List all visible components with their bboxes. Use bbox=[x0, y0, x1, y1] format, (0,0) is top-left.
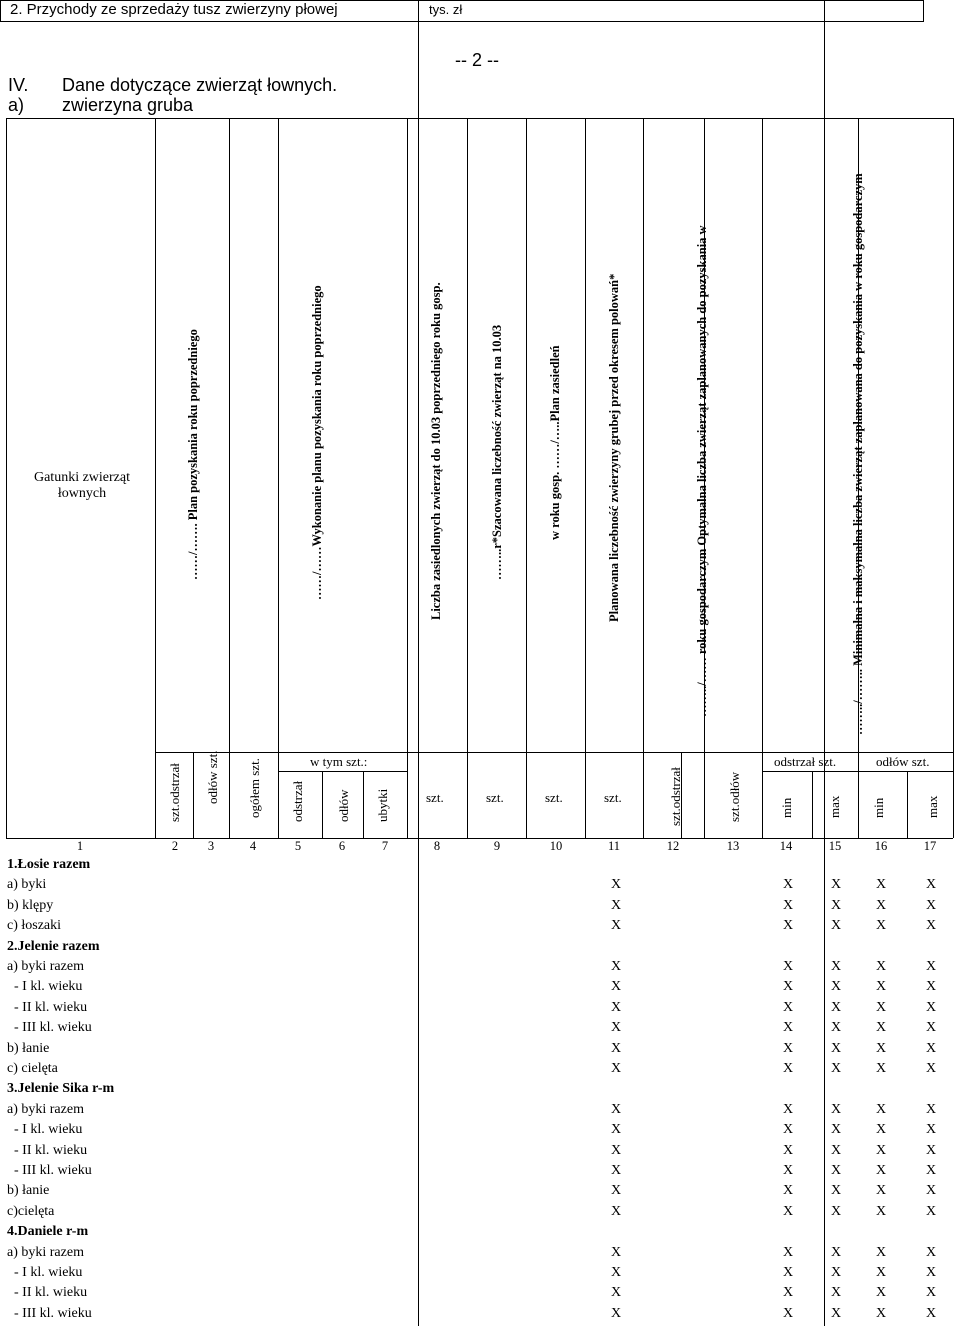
x-mark: X bbox=[830, 1020, 842, 1036]
x-mark: X bbox=[610, 1061, 622, 1076]
x-mark: X bbox=[875, 1285, 887, 1301]
x-mark: X bbox=[830, 877, 842, 893]
sub-szt-odstrzal: szt.odstrzał bbox=[167, 763, 182, 822]
optimal-header: ……../…… roku gospodarczym Optymalna liczba zwierząt zaplanowanych do pozyskania w bbox=[695, 225, 709, 717]
grid-line bbox=[6, 838, 953, 839]
sub-szt-9: szt. bbox=[486, 790, 504, 805]
x-mark: X bbox=[875, 918, 887, 934]
x-mark: X bbox=[925, 1285, 937, 1301]
row-label: c)cielęta bbox=[7, 1203, 55, 1219]
column-number: 10 bbox=[549, 839, 563, 853]
x-mark: X bbox=[782, 1142, 794, 1158]
row-label: c) łoszaki bbox=[7, 918, 62, 934]
row-label: - I kl. wieku bbox=[7, 1265, 83, 1280]
sub-szt-10: szt. bbox=[545, 790, 563, 805]
x-mark: X bbox=[610, 1285, 622, 1301]
page-marker: -- 2 -- bbox=[455, 50, 499, 70]
row-label: - III kl. wieku bbox=[7, 1305, 92, 1321]
x-mark: X bbox=[875, 1203, 887, 1219]
row-label: a) byki razem bbox=[7, 1101, 84, 1117]
sub-szt-11: szt. bbox=[604, 790, 622, 805]
column-number: 14 bbox=[779, 839, 793, 853]
x-mark: X bbox=[610, 979, 622, 995]
x-mark: X bbox=[830, 1305, 842, 1321]
x-mark: X bbox=[925, 1163, 937, 1178]
x-mark: X bbox=[782, 1061, 794, 1076]
x-mark: X bbox=[782, 979, 794, 995]
x-mark: X bbox=[782, 1020, 794, 1036]
grid-line bbox=[953, 118, 954, 838]
row-label: 2.Jelenie razem bbox=[7, 938, 100, 954]
sub-odlow-szt-2: odłów szt. bbox=[876, 754, 930, 769]
x-mark: X bbox=[875, 1163, 887, 1178]
grid-line bbox=[278, 771, 407, 772]
sub-min-16: min bbox=[871, 797, 886, 818]
column-number: 5 bbox=[294, 839, 302, 853]
x-mark: X bbox=[875, 1122, 887, 1138]
x-mark: X bbox=[782, 959, 794, 974]
column-number: 12 bbox=[666, 839, 680, 853]
x-mark: X bbox=[830, 959, 842, 974]
x-mark: X bbox=[925, 1305, 937, 1321]
x-mark: X bbox=[610, 1203, 622, 1219]
x-mark: X bbox=[830, 1265, 842, 1280]
x-mark: X bbox=[830, 897, 842, 913]
x-mark: X bbox=[610, 1244, 622, 1260]
x-mark: X bbox=[875, 877, 887, 893]
row-label: a) byki bbox=[7, 877, 47, 893]
x-mark: X bbox=[830, 1101, 842, 1117]
x-mark: X bbox=[925, 1183, 937, 1199]
x-mark: X bbox=[830, 1203, 842, 1219]
x-mark: X bbox=[875, 1040, 887, 1056]
row-label: b) łanie bbox=[7, 1040, 50, 1056]
grid-line bbox=[762, 771, 953, 772]
x-mark: X bbox=[782, 1183, 794, 1199]
estimated-header: ……..r*Szacowana liczebność zwierząt na 10.03 bbox=[490, 324, 504, 580]
x-mark: X bbox=[610, 897, 622, 913]
column-number: 8 bbox=[433, 839, 441, 853]
revenue-row bbox=[0, 0, 924, 22]
sub-min-14: min bbox=[779, 797, 794, 818]
row-label: - I kl. wieku bbox=[7, 1122, 83, 1138]
x-mark: X bbox=[875, 1305, 887, 1321]
x-mark: X bbox=[875, 999, 887, 1015]
row-label: - II kl. wieku bbox=[7, 1285, 88, 1301]
grid-line bbox=[6, 118, 7, 838]
x-mark: X bbox=[925, 999, 937, 1015]
grid-line bbox=[585, 118, 586, 838]
sub-szt-odstrzal-12: szt.odstrzał bbox=[668, 767, 683, 826]
x-mark: X bbox=[610, 1020, 622, 1036]
x-mark: X bbox=[830, 999, 842, 1015]
plan-settle-header: w roku gosp. ……/…..Plan zasiedleń bbox=[548, 345, 562, 540]
grid-line bbox=[155, 118, 156, 838]
x-mark: X bbox=[782, 897, 794, 913]
x-mark: X bbox=[610, 1305, 622, 1321]
x-mark: X bbox=[610, 1163, 622, 1178]
x-mark: X bbox=[925, 918, 937, 934]
x-mark: X bbox=[610, 959, 622, 974]
row-label: - II kl. wieku bbox=[7, 999, 88, 1015]
x-mark: X bbox=[925, 1061, 937, 1076]
row-label: 1.Łosie razem bbox=[7, 857, 91, 872]
x-mark: X bbox=[782, 999, 794, 1015]
x-mark: X bbox=[610, 877, 622, 893]
grid-line bbox=[643, 118, 644, 838]
x-mark: X bbox=[875, 1244, 887, 1260]
column-number: 11 bbox=[607, 839, 621, 853]
x-mark: X bbox=[875, 897, 887, 913]
x-mark: X bbox=[925, 1101, 937, 1117]
x-mark: X bbox=[925, 979, 937, 995]
x-mark: X bbox=[830, 918, 842, 934]
column-number: 1 bbox=[76, 839, 84, 853]
revenue-label: 2. Przychody ze sprzedaży tusz zwierzyny płowej bbox=[0, 0, 419, 1326]
x-mark: X bbox=[782, 1040, 794, 1056]
x-mark: X bbox=[875, 1142, 887, 1158]
section-number: IV. bbox=[8, 75, 29, 95]
grid-line bbox=[907, 771, 908, 838]
x-mark: X bbox=[610, 1040, 622, 1056]
x-mark: X bbox=[875, 1183, 887, 1199]
section-subtitle: zwierzyna gruba bbox=[62, 95, 194, 115]
x-mark: X bbox=[782, 1203, 794, 1219]
x-mark: X bbox=[875, 979, 887, 995]
row-label: 4.Daniele r-m bbox=[7, 1224, 89, 1240]
x-mark: X bbox=[925, 897, 937, 913]
revenue-unit: tys. zł bbox=[419, 0, 825, 1326]
x-mark: X bbox=[610, 918, 622, 934]
row-label: b) klępy bbox=[7, 897, 54, 913]
x-mark: X bbox=[925, 1203, 937, 1219]
sub-odstrzal-szt: odstrzał szt. bbox=[774, 754, 837, 769]
column-number: 2 bbox=[171, 839, 179, 853]
sub-szt-8: szt. bbox=[426, 790, 444, 805]
row-label: - I kl. wieku bbox=[7, 979, 83, 995]
exec-prev-header: ……/……Wykonanie planu pozyskania roku poprzedniego bbox=[310, 285, 324, 600]
x-mark: X bbox=[782, 918, 794, 934]
sub-ogolem: ogółem szt. bbox=[247, 758, 262, 818]
x-mark: X bbox=[610, 1265, 622, 1280]
x-mark: X bbox=[610, 1101, 622, 1117]
sub-odstrzal: odstrzał bbox=[290, 780, 305, 822]
x-mark: X bbox=[830, 1142, 842, 1158]
x-mark: X bbox=[782, 1101, 794, 1117]
minmax-header: ……../…….. Minimalna i maksymalna liczba zwierząt zaplanowana do pozyskania w roku gospodarczym bbox=[851, 173, 865, 735]
x-mark: X bbox=[875, 1020, 887, 1036]
column-number: 17 bbox=[923, 839, 937, 853]
x-mark: X bbox=[925, 1040, 937, 1056]
row-label: a) byki razem bbox=[7, 959, 84, 974]
grid-line bbox=[526, 118, 527, 838]
plan-prev-header: ……/……. Plan pozyskania roku poprzedniego bbox=[186, 329, 200, 580]
section-title: Dane dotyczące zwierząt łownych. bbox=[62, 75, 338, 95]
sub-w-tym: w tym szt.: bbox=[310, 754, 368, 769]
x-mark: X bbox=[830, 1040, 842, 1056]
sub-ubytki: ubytki bbox=[375, 788, 390, 822]
row-label: c) cielęta bbox=[7, 1061, 58, 1076]
grid-line bbox=[155, 752, 953, 753]
column-number: 13 bbox=[726, 839, 740, 853]
x-mark: X bbox=[925, 1265, 937, 1280]
x-mark: X bbox=[830, 1285, 842, 1301]
x-mark: X bbox=[830, 979, 842, 995]
x-mark: X bbox=[610, 1122, 622, 1138]
grid-line bbox=[812, 771, 813, 838]
x-mark: X bbox=[925, 877, 937, 893]
x-mark: X bbox=[830, 1244, 842, 1260]
sub-max-17: max bbox=[925, 795, 940, 818]
column-number: 16 bbox=[874, 839, 888, 853]
x-mark: X bbox=[875, 1265, 887, 1280]
x-mark: X bbox=[830, 1061, 842, 1076]
x-mark: X bbox=[925, 1142, 937, 1158]
grid-line bbox=[278, 118, 279, 838]
x-mark: X bbox=[925, 1020, 937, 1036]
x-mark: X bbox=[830, 1122, 842, 1138]
x-mark: X bbox=[875, 1101, 887, 1117]
grid-line bbox=[762, 118, 763, 838]
row-label: b) łanie bbox=[7, 1183, 50, 1199]
x-mark: X bbox=[782, 1122, 794, 1138]
column-number: 9 bbox=[493, 839, 501, 853]
x-mark: X bbox=[830, 1183, 842, 1199]
section-sub-letter: a) bbox=[8, 95, 25, 115]
grid-line bbox=[407, 118, 408, 838]
grid-line bbox=[229, 118, 230, 838]
grid-line bbox=[467, 118, 468, 838]
x-mark: X bbox=[925, 1122, 937, 1138]
x-mark: X bbox=[925, 959, 937, 974]
grid-line bbox=[322, 771, 323, 838]
sub-max-15: max bbox=[827, 795, 842, 818]
x-mark: X bbox=[830, 1163, 842, 1178]
x-mark: X bbox=[782, 877, 794, 893]
column-number: 7 bbox=[381, 839, 389, 853]
grid-line bbox=[363, 771, 364, 838]
planned-pop-header: Planowana liczebność zwierzyny grubej przed okresem polowań* bbox=[607, 273, 621, 622]
row-label: - III kl. wieku bbox=[7, 1020, 92, 1036]
column-number: 6 bbox=[338, 839, 346, 853]
row-label: - III kl. wieku bbox=[7, 1163, 92, 1178]
x-mark: X bbox=[782, 1305, 794, 1321]
sub-odlow: odłów bbox=[336, 789, 351, 822]
x-mark: X bbox=[782, 1163, 794, 1178]
grid-line bbox=[6, 118, 953, 119]
x-mark: X bbox=[875, 959, 887, 974]
x-mark: X bbox=[875, 1061, 887, 1076]
x-mark: X bbox=[925, 1244, 937, 1260]
sub-odlow-szt: odłów szt. bbox=[205, 750, 220, 804]
x-mark: X bbox=[782, 1285, 794, 1301]
column-number: 15 bbox=[828, 839, 842, 853]
species-header: Gatunki zwierząt łownych bbox=[33, 470, 130, 501]
grid-line bbox=[193, 752, 194, 838]
x-mark: X bbox=[782, 1265, 794, 1280]
x-mark: X bbox=[610, 999, 622, 1015]
settled-header: Liczba zasiedlonych zwierząt do 10.03 poprzedniego roku gosp. bbox=[429, 282, 443, 620]
x-mark: X bbox=[782, 1244, 794, 1260]
column-number: 3 bbox=[207, 839, 215, 853]
x-mark: X bbox=[610, 1183, 622, 1199]
row-label: - II kl. wieku bbox=[7, 1142, 88, 1158]
row-label: a) byki razem bbox=[7, 1244, 84, 1260]
x-mark: X bbox=[610, 1142, 622, 1158]
column-number: 4 bbox=[249, 839, 257, 853]
row-label: 3.Jelenie Sika r-m bbox=[7, 1081, 115, 1097]
sub-szt-odlow-13: szt.odłów bbox=[727, 771, 742, 822]
